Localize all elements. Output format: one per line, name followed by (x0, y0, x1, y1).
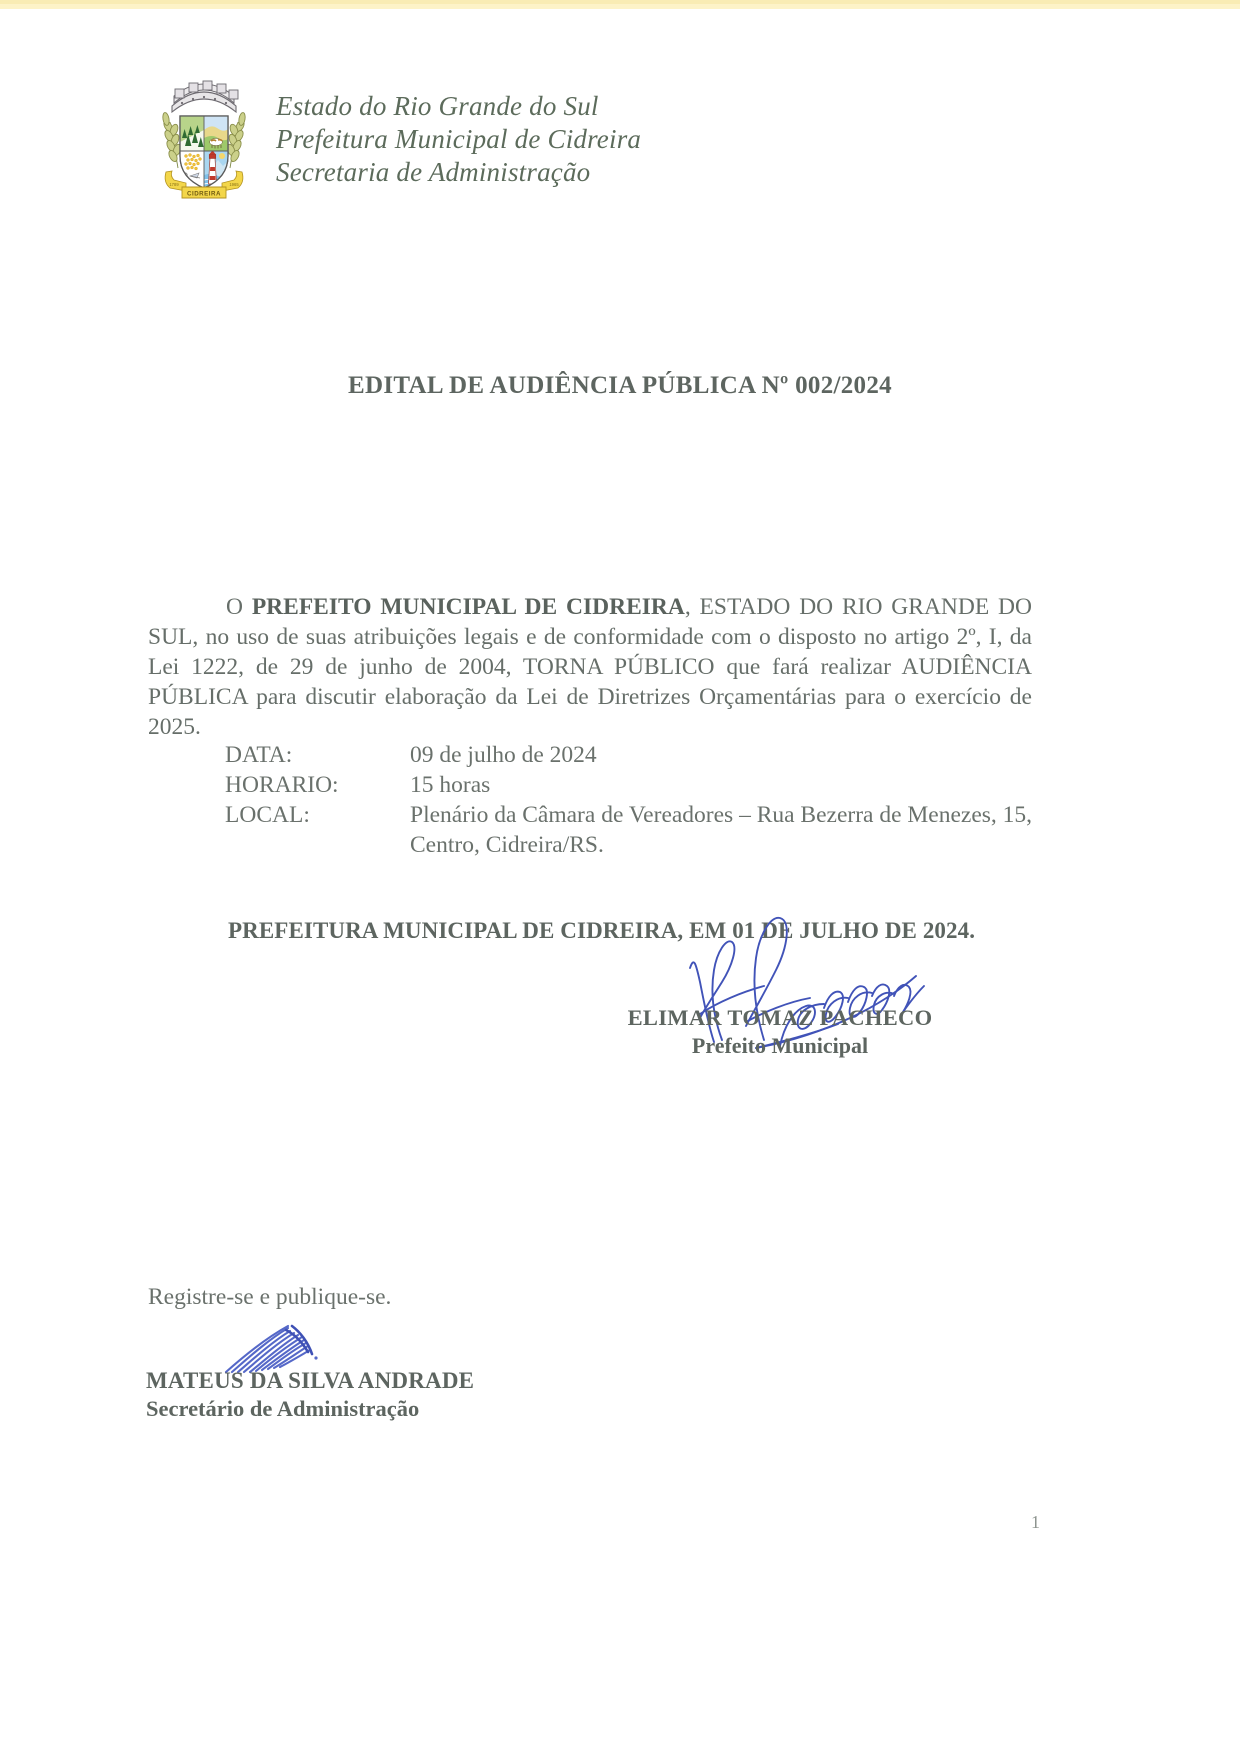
body-paragraph (148, 592, 1032, 742)
detail-row-date (225, 740, 1035, 770)
secretary-role: Secretário de Administração (146, 1396, 420, 1421)
mayor-name: ELIMAR TOMAZ PACHECO (627, 1005, 933, 1030)
event-details (225, 740, 1035, 860)
body-rest: , ESTADO DO RIO GRANDE DO SUL, no uso de suas atribuições legais e de conformidade com o disposto no artigo 2º, I, da Lei 1222, de 29 de junho de 2004, TORNA PÚBLICO que fará realizar AUDIÊNCIA PÚBLICA para discutir elaboração da Lei de Diretrizes Orçamentárias para o exercício de 2025. (148, 594, 1032, 740)
page-top-border (0, 0, 1240, 9)
letterhead-text (276, 72, 641, 189)
detail-value-date: 09 de julho de 2024 (410, 742, 597, 768)
detail-row-location (225, 800, 1035, 860)
registration-note: Registre-se e publique-se. (148, 1284, 392, 1310)
page-title: EDITAL DE AUDIÊNCIA PÚBLICA Nº 002/2024 (348, 372, 892, 399)
page-number: 1 (1031, 1512, 1040, 1532)
body-section (148, 592, 1032, 742)
detail-label-date: DATA: (225, 742, 293, 768)
body-lead-normal: O (226, 594, 252, 620)
letterhead (152, 72, 641, 210)
coat-of-arms-icon (152, 72, 256, 210)
secretary-name: MATEUS DA SILVA ANDRADE (146, 1368, 475, 1393)
page-top-border-highlight (0, 0, 1240, 4)
crest-year-left: 1789 (169, 182, 179, 187)
mayor-signature-block (520, 950, 1040, 1059)
crest-banner-text: CIDREIRA (187, 190, 221, 198)
detail-row-time (225, 770, 1035, 800)
body-lead-bold: PREFEITO MUNICIPAL DE CIDREIRA (251, 594, 685, 620)
closing-statement: PREFEITURA MUNICIPAL DE CIDREIRA, EM 01 DE JULHO DE 2024. (228, 918, 976, 943)
letterhead-line-department: Secretaria de Administração (276, 157, 591, 187)
detail-value-location: Plenário da Câmara de Vereadores – Rua Bezerra de Menezes, 15, Centro, Cidreira/RS. (410, 802, 1033, 858)
letterhead-line-city-hall: Prefeitura Municipal de Cidreira (276, 124, 642, 154)
lighthouse (209, 151, 217, 185)
letterhead-line-state: Estado do Rio Grande do Sul (276, 91, 599, 121)
detail-value-time: 15 horas (410, 772, 491, 798)
detail-label-location: LOCAL: (225, 802, 310, 828)
mayor-role: Prefeito Municipal (691, 1033, 869, 1058)
shield (180, 116, 228, 190)
detail-label-time: HORARIO: (225, 772, 339, 798)
crest-year-right: 1965 (229, 182, 239, 187)
mural-crown (172, 81, 238, 112)
